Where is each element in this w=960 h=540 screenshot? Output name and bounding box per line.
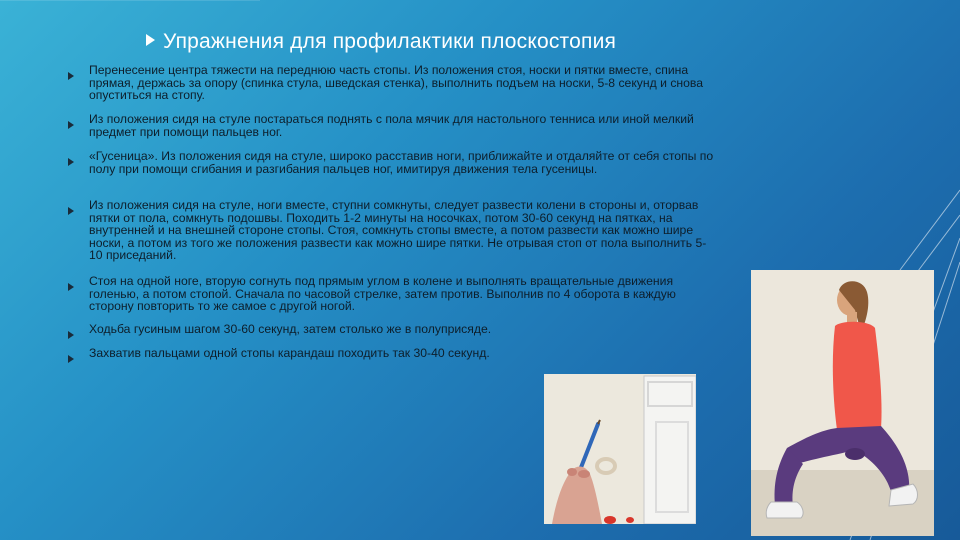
- bullet-icon: [68, 121, 74, 129]
- bullet-icon: [68, 207, 74, 215]
- list-item-text: Захватив пальцами одной стопы карандаш походить так 30-40 секунд.: [89, 346, 490, 360]
- bullet-icon: [68, 158, 74, 166]
- bullet-icon: [68, 355, 74, 363]
- list-item-text: Стоя на одной ноге, вторую согнуть под прямым углом в колене и выполнять вращательные движения голенью, а потом стопой. Сначала по часовой стрелке, затем против. Выполнив по 4 оборота в каждую сторону повторить то же самое с другой ногой.: [89, 274, 676, 314]
- title-bullet-icon: [146, 34, 155, 46]
- slide-title-text: Упражнения для профилактики плоскостопия: [163, 30, 617, 53]
- list-item-text: Из положения сидя на стуле постараться поднять с пола мячик для настольного тенниса или иной мелкий предмет при помощи пальцев ног.: [89, 112, 694, 139]
- slide-title: [146, 30, 616, 54]
- list-item-text: «Гусеница». Из положения сидя на стуле, широко расставив ноги, приближайте и отдаляйте от себя стопы по полу при помощи сгибания и разгибания пальцев ног, имитируя движения тела гусеницы.: [89, 149, 714, 176]
- bullet-icon: [68, 72, 74, 80]
- foot-picking-pencil-photo: [544, 374, 696, 524]
- bullet-icon: [68, 331, 74, 339]
- woman-kneeling-lunge-photo: [751, 270, 934, 536]
- list-item-text: Перенесение центра тяжести на переднюю часть стопы. Из положения стоя, носки и пятки вместе, спина прямая, держась за опору (спинка стула, шведская стенка), выполнить подъем на носки, 5-8 секунд и снова опуститься на стопу.: [89, 63, 704, 103]
- bullet-icon: [68, 283, 74, 291]
- list-item-text: Из положения сидя на стуле, ноги вместе, ступни сомкнуты, следует развести колени в стороны и, оторвав пятки от пола, сомкнуть подошвы. Походить 1-2 минуты на носочках, потом 30-60 секунд на пятках, на внутренней и на внешней стороне стопы. Стоя, сомкнуть стопы вместе, а потом развести как можно шире носки, а потом из того же положения развести как можно шире пятки. Не отрывая стоп от пола выполнить 5-10 приседаний.: [89, 198, 707, 263]
- list-item-text: Ходьба гусиным шагом 30-60 секунд, затем столько же в полуприсяде.: [89, 322, 492, 336]
